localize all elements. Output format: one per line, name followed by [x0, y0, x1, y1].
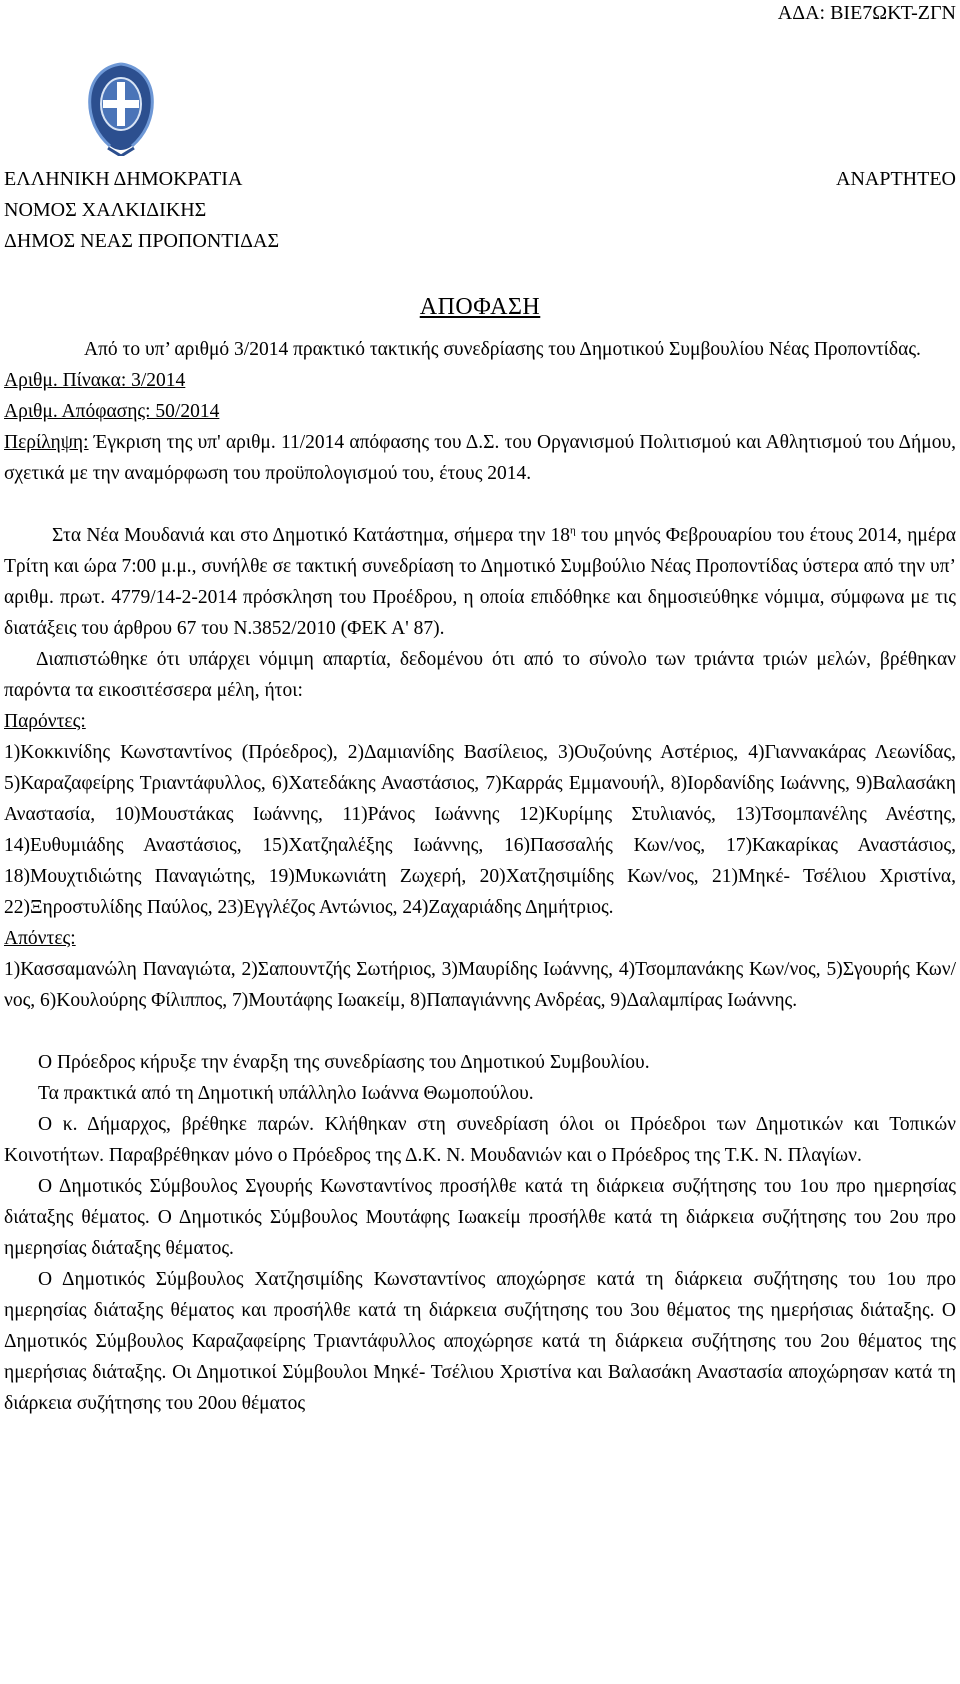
ada-code: ΑΔΑ: ΒΙΕ7ΩΚΤ-ΖΓΝ	[777, 2, 956, 24]
arrivals-paragraph: Ο Δημοτικός Σύμβουλος Σγουρής Κωνσταντίνος προσήλθε κατά τη διάρκεια συζήτησης του 1ου προ ημερησίας διάταξης θέματος. Ο Δημοτικός Σύμβουλος Μουτάφης Ιωακείμ προσήλθε κατά τη διάρκεια συζήτησης του 2ου προ ημερησίας διάταξης θέματος.	[4, 1176, 956, 1259]
decision-number-text: Αριθμ. Απόφασης: 50/2014	[4, 401, 220, 422]
summary-label: Περίληψη:	[4, 432, 89, 453]
day-superscript: η	[570, 524, 576, 537]
issuer-municipality: ΔΗΜΟΣ ΝΕΑΣ ΠΡΟΠΟΝΤΙΔΑΣ	[4, 230, 280, 252]
absent-heading	[4, 923, 956, 954]
spacer	[4, 1016, 956, 1047]
absent-list: 1)Κασσαμανώλη Παναγιώτα, 2)Σαπουντζής Σωτήριος, 3)Μαυρίδης Ιωάννης, 4)Τσομπανάκης Κων/νος, 5)Σγουρής Κων/νος, 6)Κουλούρης Φίλιππος, 7)Μουτάφης Ιωακείμ, 8)Παπαγιάννης Ανδρέας, 9)Δαλαμπίρας Ιωάννης.	[4, 959, 956, 1011]
table-number	[4, 365, 956, 396]
document-title: ΑΠΟΦΑΣΗ	[419, 294, 541, 320]
intro-paragraph: Από το υπ’ αριθμό 3/2014 πρακτικό τακτικής συνεδρίασης του Δημοτικού Συμβουλίου Νέας Προποντίδας.	[84, 339, 921, 360]
greek-state-emblem-icon	[86, 60, 156, 156]
session-paragraph	[4, 520, 956, 644]
session-text-start: Στα Νέα Μουδανιά και στο Δημοτικό Κατάστημα, σήμερα την 18	[52, 525, 571, 546]
issuer-prefecture: ΝΟΜΟΣ ΧΑΛΚΙΔΙΚΗΣ	[4, 199, 207, 221]
absent-label: Απόντες:	[4, 928, 76, 949]
opening-paragraph: Ο Πρόεδρος κήρυξε την έναρξη της συνεδρίασης του Δημοτικού Συμβουλίου.	[38, 1052, 650, 1073]
present-heading	[4, 706, 956, 737]
decision-number	[4, 396, 956, 427]
session-text-end: του μηνός Φεβρουαρίου του έτους 2014, ημέρα Τρίτη και ώρα 7:00 μ.μ., συνήλθε σε τακτική συνεδρίαση το Δημοτικό Συμβούλιο Νέας Προποντίδας ύστερα από την υπ’ αριθμ. πρωτ. 4779/14-2-2014 πρόσκληση του Προέδρου, η οποία επιδόθηκε και δημοσιεύθηκε νόμιμα, σύμφωνα με τις διατάξεις του άρθρου 67 του Ν.3852/2010 (ΦΕΚ Α' 87).	[4, 525, 956, 639]
mayor-paragraph: Ο κ. Δήμαρχος, βρέθηκε παρών. Κλήθηκαν στη συνεδρίαση όλοι οι Πρόεδροι των Δημοτικών και Τοπικών Κοινοτήτων. Παραβρέθηκαν μόνο ο Πρόεδρος της Δ.Κ. Ν. Μουδανιών και ο Πρόεδρος της Τ.Κ. Ν. Πλαγίων.	[4, 1114, 956, 1166]
issuer-header	[4, 164, 279, 257]
present-label: Παρόντες:	[4, 711, 86, 732]
summary-text: Έγκριση της υπ' αριθμ. 11/2014 απόφασης του Δ.Σ. του Οργανισμού Πολιτισμού και Αθλητισμού του Δήμου, σχετικά με την αναμόρφωση του προϋπολογισμού του, έτους 2014.	[4, 432, 956, 484]
summary-paragraph	[4, 427, 956, 489]
departures-paragraph: Ο Δημοτικός Σύμβουλος Χατζησιμίδης Κωνσταντίνος αποχώρησε κατά τη διάρκεια συζήτησης του 1ου προ ημερησίας διάταξης θέματος και προσήλθε κατά τη διάρκεια συζήτησης του 3ου θέματος της ημερήσιας διάταξης. Ο Δημοτικός Σύμβουλος Καραζαφείρης Τριαντάφυλλος αποχώρησε κατά τη διάρκεια συζήτησης του 2ου θέματος της ημερήσιας διάταξης. Οι Δημοτικοί Σύμβουλοι Μηκέ- Τσέλιου Χριστίνα και Βαλασάκη Αναστασία αποχώρησαν κατά τη διάρκεια συζήτησης του 20ου θέματος	[4, 1269, 956, 1414]
quorum-paragraph: Διαπιστώθηκε ότι υπάρχει νόμιμη απαρτία, δεδομένου ότι από το σύνολο των τριάντα τριών μελών, βρέθηκαν παρόντα τα εικοσιτέσσερα μέλη, ήτοι:	[4, 649, 956, 701]
posted-label: ΑΝΑΡΤΗΤΕΟ	[836, 168, 956, 190]
issuer-country: ΕΛΛΗΝΙΚΗ ΔΗΜΟΚΡΑΤΙΑ	[4, 168, 243, 190]
table-number-text: Αριθμ. Πίνακα: 3/2014	[4, 370, 186, 391]
present-list: 1)Κοκκινίδης Κωνσταντίνος (Πρόεδρος), 2)Δαμιανίδης Βασίλειος, 3)Ουζούνης Αστέριος, 4)Γιαννακάρας Λεωνίδας, 5)Καραζαφείρης Τριαντάφυλλος, 6)Χατεδάκης Αναστάσιος, 7)Καρράς Εμμανουήλ, 8)Ιορδανίδης Ιωάννης, 9)Βαλασάκη Αναστασία, 10)Μουστάκας Ιωάννης, 11)Ράνος Ιωάννης 12)Κυρίμης Στυλιανός, 13)Τσομπανέλης Ανέστης, 14)Ευθυμιάδης Αναστάσιος, 15)Χατζηαλέξης Ιωάννης, 16)Πασσαλής Κων/νος, 17)Κακαρίκας Αναστάσιος, 18)Μουχτιδιώτης Παναγιώτης, 19)Μυκωνιάτη Ζωχερή, 20)Χατζησιμίδης Κων/νος, 21)Μηκέ- Τσέλιου Χριστίνα, 22)Ξηροστυλίδης Παύλος, 23)Εγγλέζος Αντώνιος, 24)Ζαχαριάδης Δημήτριος.	[4, 742, 956, 918]
spacer	[4, 489, 956, 520]
document-body	[4, 334, 956, 1419]
minutes-paragraph: Τα πρακτικά από τη Δημοτική υπάλληλο Ιωάννα Θωμοπούλου.	[38, 1083, 534, 1104]
